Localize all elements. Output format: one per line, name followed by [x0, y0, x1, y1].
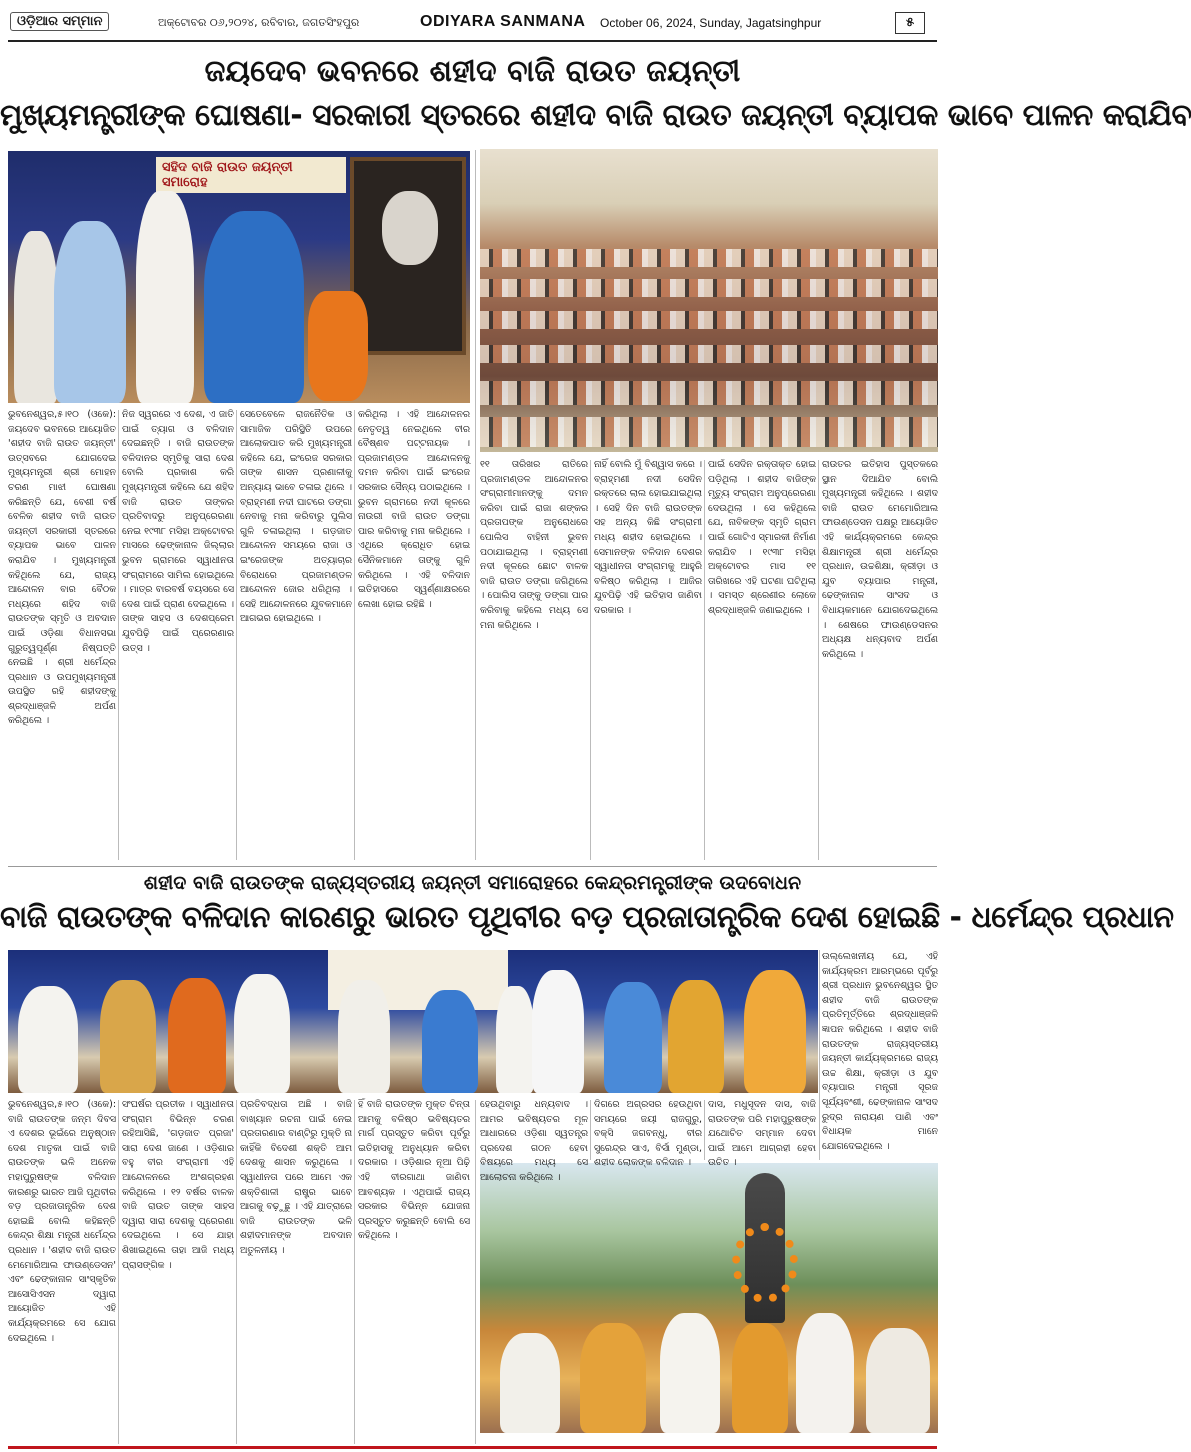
crowd-row [480, 311, 938, 329]
story2-column-3: ପ୍ରତିବଦ୍ଧତା ଅଛି । ବାଜି ବାଖ୍ୟାନ ରଚନା ପାଇଁ ନେଇ ପ୍ରତାରଣାର ବାଣ୍ଟିରୁ ମୁକ୍ତି ନା କାହିଁକି ବିଦେଶୀ ଶକ୍ତି ଆମ ଦେଶକୁ ଶାସନ କରୁଥିଲେ । ସ୍ୱାଧୀନତା ପରେ ଆମେ ଏକ ଶକ୍ତିଶାଳୀ ରାଷ୍ଟ୍ର ଭାବେ ଆଗକୁ ବଢ଼ୁଛୁ । ଏହି ଯାତ୍ରାରେ ବାଜି ରାଉତଙ୍କ ଭଳି ଶହୀଦମାନଙ୍କ ଅବଦାନ ଅତୁଳନୀୟ । [240, 1099, 352, 1256]
flower-garland [308, 291, 368, 401]
column-divider [475, 1100, 476, 1444]
person-figure [532, 970, 584, 1093]
person-figure [54, 221, 126, 403]
story1-kicker: ଜୟଦେବ ଭବନରେ ଶହୀଦ ବାଜି ରାଉତ ଜୟନ୍ତୀ [204, 54, 741, 89]
person-figure [732, 1323, 788, 1433]
story2-column-1: ଭୁବନେଶ୍ୱର,୫।୧୦ (ଓକେ): ବାଜି ରାଉତଙ୍କ ଜନ୍ମ ଦିବସ ଏ ଦେଶର ଭୂଇଁରେ ଅନୁଷ୍ଠାନ ଦେଶ ମାତୃକା ପାଇଁ ବାଜି ରାଉତଙ୍କ ଭଳି ଅନେକ ମହାପୁରୁଷଙ୍କ ବଳିଦାନ କାରଣରୁ ଭାରତ ଆଜି ପୃଥିବୀର ବଡ଼ ପ୍ରଜାତାନ୍ତ୍ରିକ ଦେଶ ହୋଇଛି ବୋଲି କହିଛନ୍ତି କେନ୍ଦ୍ର ଶିକ୍ଷା ମନ୍ତ୍ରୀ ଧର୍ମେନ୍ଦ୍ର ପ୍ରଧାନ । 'ଶହୀଦ ବାଜି ରାଉତ ମେମୋରିଆଲ ଫାଉଣ୍ଡେସନ' ଏବଂ ଢେଙ୍କାନାଳ ସାଂସ୍କୃତିକ ଆସୋସିଏସନ ଦ୍ୱାରା ଆୟୋଜିତ ଏହି କାର୍ଯ୍ୟକ୍ରମରେ ସେ ଯୋଗ ଦେଇଥିଲେ । [8, 1099, 116, 1344]
newspaper-name: ODIYARA SANMANA [420, 13, 586, 30]
portrait-face [382, 191, 438, 265]
person-figure [204, 211, 304, 403]
column-divider [354, 1100, 355, 1444]
crowd-row [480, 417, 938, 447]
column-divider [118, 1100, 119, 1444]
page-number: ୫ [895, 12, 925, 34]
story2-column-4: ହିଁ ବାଜି ରାଉତଙ୍କ ମୁକ୍ତ ଚିନ୍ତା ଆମକୁ ବଳିଷ୍ଠ ଭବିଷ୍ୟତର ମାର୍ଗ ପ୍ରସ୍ତୁତ କରିବା ପୂର୍ବରୁ ଇତିହାସକୁ ଅନୁଧ୍ୟାନ କରିବା ଦରକାର । ଓଡ଼ିଶାର ନୂଆ ପିଢ଼ି ଏହି ବୀରଗାଥା ଜାଣିବା ଆବଶ୍ୟକ । ଏଥିପାଇଁ ରାଜ୍ୟ ସରକାର ବିଭିନ୍ନ ଯୋଜନା ପ୍ରସ୍ତୁତ କରୁଛନ୍ତି ବୋଲି ସେ କହିଥିଲେ । [358, 1099, 470, 1242]
person-figure [422, 990, 478, 1093]
story2-headline: ବାଜି ରାଉତଙ୍କ ବଳିଦାନ କାରଣରୁ ଭାରତ ପୃଥିବୀର ବଡ଼ ପ୍ରଜାତାନ୍ତ୍ରିକ ଦେଶ ହୋଇଛି - ଧର୍ମେନ୍ଦ୍ର ପ୍ରଧାନ [0, 900, 1174, 935]
footer-rule [8, 1446, 937, 1449]
column-divider [118, 410, 119, 860]
photo-dignitaries-stage [8, 950, 818, 1093]
date-odia: ଅକ୍ଟୋବର ୦୬,୨୦୨୪, ରବିବାର, ଜଗତସିଂହପୁର [158, 16, 360, 29]
person-figure [338, 980, 390, 1093]
person-figure [796, 1313, 854, 1433]
crowd-row [480, 249, 938, 267]
person-figure [580, 1323, 646, 1433]
story2-column-8: ଉଲ୍ଲେଖନୀୟ ଯେ, ଏହି କାର୍ଯ୍ୟକ୍ରମ ଆରମ୍ଭରେ ପୂର୍ବରୁ ଶ୍ରୀ ପ୍ରଧାନ ଭୁବନେଶ୍ୱର ସ୍ଥିତ ଶହୀଦ ବାଜି ରାଉତଙ୍କ ପ୍ରତିମୂର୍ତ୍ତିରେ ଶ୍ରଦ୍ଧାଞ୍ଜଳି ଜ୍ଞାପନ କରିଥିଲେ । ଶହୀଦ ବାଜି ରାଉତଙ୍କ ରାଜ୍ୟସ୍ତରୀୟ ଜୟନ୍ତୀ କାର୍ଯ୍ୟକ୍ରମରେ ରାଜ୍ୟ ଉଚ୍ଚ ଶିକ୍ଷା, କ୍ରୀଡ଼ା ଓ ଯୁବ ବ୍ୟାପାର ମନ୍ତ୍ରୀ ସୂରଜ ସୂର୍ଯ୍ୟବଂଶୀ, ଢେଙ୍କାନାଳ ସାଂସଦ ରୁଦ୍ର ନାରାୟଣ ପାଣି ଏବଂ ବିଧାୟକ ମାନେ ଯୋଗଦେଇଥିଲେ । [822, 951, 938, 1152]
story2-column-6: ଦିଗରେ ଅଗ୍ରସର ହେଉଥିବା ସମୟରେ ଜୟୀ ରାଜଗୁରୁ, ବକ୍ସି ଜଗବନ୍ଧୁ, ବୀର ସୁରେନ୍ଦ୍ର ସାଏ, ବିର୍ସା ମୁଣ୍ଡା, ଶହୀଦ ଲୋକଙ୍କ ବଳିଦାନ । [594, 1099, 702, 1169]
story2-column-2: ସଂଘର୍ଷର ପ୍ରତୀକ । ସ୍ୱାଧୀନତା ସଂଗ୍ରାମ ବିଭିନ୍ନ ଚରଣ ରହିଆସିଛି, 'ଗଡ଼ଜାତ ପ୍ରଜା' ସାରା ଦେଶ ଜାଣେ । ଓଡ଼ିଶାର ବହୁ ବୀର ସଂଗ୍ରାମୀ ଏହି ଆନ୍ଦୋଳନରେ ଅଂଶଗ୍ରହଣ କରିଥିଲେ । ୧୨ ବର୍ଷର ବାଳକ ବାଜି ରାଉତ ତାଙ୍କ ସାହସ ଦ୍ୱାରା ସାରା ଦେଶକୁ ପ୍ରେରଣା ଦେଇଥିଲେ । ସେ ଯାହା ଶିଖାଇଥିଲେ ତାହା ଆଜି ମଧ୍ୟ ପ୍ରାସଙ୍ଗିକ । [122, 1099, 234, 1271]
column-divider [236, 410, 237, 860]
story1-column-8: ରାଉତର ଇତିହାସ ପୁସ୍ତକରେ ସ୍ଥାନ ଦିଆଯିବ ବୋଲି ମୁଖ୍ୟମନ୍ତ୍ରୀ କହିଥିଲେ । ଶହୀଦ ବାଜି ରାଉତ ମେମୋରିଆଲ ଫାଉଣ୍ଡେସନ ପକ୍ଷରୁ ଆୟୋଜିତ ଏହି କାର୍ଯ୍ୟକ୍ରମରେ କେନ୍ଦ୍ର ଶିକ୍ଷାମନ୍ତ୍ରୀ ଶ୍ରୀ ଧର୍ମେନ୍ଦ୍ର ପ୍ରଧାନ, ଉଚ୍ଚଶିକ୍ଷା, କ୍ରୀଡ଼ା ଓ ଯୁବ ବ୍ୟାପାର ମନ୍ତ୍ରୀ, ଢେଙ୍କାନାଳ ସାଂସଦ ଓ ବିଧାୟକମାନେ ଯୋଗଦେଇଥିଲେ । ଶେଷରେ ଫାଉଣ୍ଡେସନର ଅଧ୍ୟକ୍ଷ ଧନ୍ୟବାଦ ଅର୍ପଣ କରିଥିଲେ । [822, 459, 938, 660]
photo-garlanding-portrait [8, 151, 470, 403]
column-divider [590, 1100, 591, 1160]
person-figure [234, 974, 290, 1093]
masthead [0, 0, 945, 48]
column-divider [590, 460, 591, 860]
column-divider [475, 150, 476, 860]
story1-column-3: ସେତେବେଳେ ରାଜନୈତିକ ଓ ସାମାଜିକ ପରିସ୍ଥିତି ଉପରେ ଆଲୋକପାତ କରି ମୁଖ୍ୟମନ୍ତ୍ରୀ କହିଲେ ଯେ, ଇଂରେଜ ସରକାର ତାଙ୍କ ଶାସନ ପ୍ରଣାଳୀକୁ ଅନ୍ୟାୟ ଭାବେ ଚଳାଇ ଥିଲେ । ବ୍ରାହ୍ମଣୀ ନଦୀ ଘାଟରେ ଡଙ୍ଗା ନେବାକୁ ମନା କରିବାରୁ ପୁଲିସ ଗୁଳି ଚଳାଇଥିଲା । ଗଡ଼ଜାତ ଆନ୍ଦୋଳନ ସମୟରେ ରାଜା ଓ ଇଂରେଜଙ୍କ ଅତ୍ୟାଚାର ବିରୋଧରେ ପ୍ରଜାମଣ୍ଡଳ ଆନ୍ଦୋଳନ ଜୋର ଧରିଥିଲା । ସେହି ଆନ୍ଦୋଳନରେ ଯୁବକମାନେ ଆଗଭର ହୋଇଥିଲେ । [240, 409, 352, 625]
masthead-divider [8, 40, 937, 42]
newspaper-logo: ଓଡ଼ିଆର ସମ୍ମାନ [10, 12, 109, 31]
person-figure [866, 1328, 930, 1433]
column-divider [236, 1100, 237, 1444]
crowd-row [480, 345, 938, 363]
story2-kicker: ଶହୀଦ ବାଜି ରାଉତଙ୍କ ରାଜ୍ୟସ୍ତରୀୟ ଜୟନ୍ତୀ ସମାରୋହରେ କେନ୍ଦ୍ରମନ୍ତ୍ରୀଙ୍କ ଉଦବୋଧନ [143, 872, 802, 894]
story1-column-7: ପାଇଁ ସେଦିନ ରକ୍ତାକ୍ତ ହୋଇ ପଡ଼ିଥିଲା । ଶହୀଦ ବାଜିଙ୍କ ମୃତ୍ୟୁ ସଂଗ୍ରାମ ଅନୁପ୍ରେରଣା ଦେଉଥିଲା । ସେ କହିଥିଲେ ଯେ, ନାବିକଙ୍କ ସ୍ମୃତି ଗ୍ରାମ ପାଇଁ ଗୋଟିଏ ସ୍ମାରକୀ ନିର୍ମାଣ କରାଯିବ । ୧୯୩୮ ମସିହା ଅକ୍ଟୋବର ମାସ ୧୧ ତାରିଖରେ ଏହି ଘଟଣା ଘଟିଥିଲା । ସମସ୍ତ ଶ୍ରେଣୀର ଲୋକେ ଶ୍ରଦ୍ଧାଞ୍ଜଳି ଜଣାଇଥିଲେ । [708, 459, 816, 616]
story2-column-7: ଦାସ, ମଧୁସୂଦନ ଦାସ, ବାଜି ରାଉତଙ୍କ ପରି ମହାପୁରୁଷଙ୍କ ଯଥୋଚିତ ସମ୍ମାନ ଦେବା ପାଇଁ ଆମେ ଆଗ୍ରହୀ ହେବା ଉଚିତ । [708, 1099, 816, 1169]
story1-column-4: କରିଥିଲା । ଏହି ଆନ୍ଦୋଳନର ନେତୃତ୍ୱ ନେଇଥିଲେ ବୀର ବୈଷ୍ଣବ ପଟ୍ଟନାୟକ । ପ୍ରଜାମଣ୍ଡଳ ଆନ୍ଦୋଳନକୁ ଦମନ କରିବା ପାଇଁ ଇଂରେଜ ସରକାର ସୈନ୍ୟ ପଠାଇଥିଲେ । ଭୁବନ ଗ୍ରାମରେ ନଦୀ କୂଳରେ ନାଉରୀ ବାଜି ରାଉତ ଡଙ୍ଗା ପାର କରିବାକୁ ମନା କରିଥିଲେ । ଏଥିରେ କ୍ରୋଧିତ ହୋଇ ସୈନିକମାନେ ତାଙ୍କୁ ଗୁଳି କରିଥିଲେ । ଏହି ବଳିଦାନ ଇତିହାସରେ ସ୍ୱର୍ଣ୍ଣାକ୍ଷରରେ ଲେଖା ହୋଇ ରହିଛି । [358, 409, 470, 610]
person-figure [168, 978, 226, 1093]
person-figure [500, 1333, 560, 1433]
person-figure [744, 970, 806, 1093]
person-figure [100, 980, 156, 1093]
photo-banner-text: ସହିଦ ବାଜି ରାଉତ ଜୟନ୍ତୀ ସମାରୋହ [156, 157, 346, 193]
person-figure [496, 986, 534, 1093]
person-figure [18, 986, 78, 1093]
story1-column-1: ଭୁବନେଶ୍ୱର,୫।୧୦ (ଓକେ): ଜୟଦେବ ଭବନରେ ଆୟୋଜିତ 'ଶହୀଦ ବାଜି ରାଉତ ଜୟନ୍ତୀ' ଉତ୍ସବରେ ଯୋଗଦେଇ ମୁଖ୍ୟମନ୍ତ୍ରୀ ଶ୍ରୀ ମୋହନ ଚରଣ ମାଝୀ ଘୋଷଣା କରିଛନ୍ତି ଯେ, ବେଶୀ ବର୍ଷ ବେଳିକ ଶହୀଦ ବାଜି ରାଉତ ଜୟନ୍ତୀ ସରକାରୀ ସ୍ତରରେ ବ୍ୟାପକ ଭାବେ ପାଳନ କରାଯିବ । ମୁଖ୍ୟମନ୍ତ୍ରୀ କହିଥିଲେ ଯେ, ରାଜ୍ୟ ଆନ୍ଦୋଳନ ବାର ବୈଠକ ମଧ୍ୟରେ ଶହିଦ ବାଜି ରାଉତଙ୍କ ସ୍ମୃତି ଓ ଅବଦାନ ପାଇଁ ଓଡ଼ିଶା ବିଧାନସଭା ଗୁରୁତ୍ୱପୂର୍ଣ୍ଣ ନିଷ୍ପତ୍ତି ନେଇଛି । ଶ୍ରୀ ଧର୍ମେନ୍ଦ୍ର ପ୍ରଧାନ ଓ ଉପମୁଖ୍ୟମନ୍ତ୍ରୀ ଉପସ୍ଥିତ ରହି ଶହୀଦଙ୍କୁ ଶ୍ରଦ୍ଧାଞ୍ଜଳି ଅର୍ପଣ କରିଥିଲେ । [8, 409, 116, 727]
person-figure [14, 231, 58, 403]
person-figure [136, 191, 194, 403]
person-figure [660, 1313, 720, 1433]
column-divider [704, 460, 705, 860]
column-divider [704, 1100, 705, 1160]
column-divider [819, 950, 820, 1160]
column-divider [818, 460, 819, 860]
photo-audience [480, 149, 938, 452]
section-divider [8, 866, 937, 867]
column-divider [354, 410, 355, 860]
person-figure [604, 982, 662, 1093]
story2-column-5: ହେଉଥିବାରୁ ଧନ୍ୟବାଦ । ଆମର ଭବିଷ୍ୟତର ମୂଳ ଆଧାରରେ ଓଡ଼ିଶା ସ୍ୱତନ୍ତ୍ର ପ୍ରଦେଶ ଗଠନ ହେବା ବିଷୟରେ ମଧ୍ୟ ସେ ଆଲୋଚନା କରିଥିଲେ । [480, 1099, 588, 1183]
story1-column-5: ୧୧ ତାରିଖର ରାତିରେ ପ୍ରଜାମଣ୍ଡଳ ଆନ୍ଦୋଳନର ସଂଗ୍ରାମୀମାନଙ୍କୁ ଦମନ କରିବା ପାଇଁ ରାଜା ଶଙ୍କର ପ୍ରତାପଙ୍କ ଅନୁରୋଧରେ ପୋଲିସ ବାହିନୀ ଭୁବନ ପଠାଯାଇଥିଲା । ବ୍ରାହ୍ମଣୀ ନଦୀ କୂଳରେ ଛୋଟ ବାଳକ ବାଜି ରାଉତ ଡଙ୍ଗା ଜଗିଥିଲେ । ପୋଲିସ ତାଙ୍କୁ ଡଙ୍ଗା ପାର କରିବାକୁ କହିଲେ ମଧ୍ୟ ସେ ମନା କରିଥିଲେ । [480, 459, 588, 631]
date-english: October 06, 2024, Sunday, Jagatsinghpur [600, 16, 822, 30]
crowd-row [480, 279, 938, 297]
story1-headline: ମୁଖ୍ୟମନ୍ତ୍ରୀଙ୍କ ଘୋଷଣା- ସରକାରୀ ସ୍ତରରେ ଶହୀଦ ବାଜି ରାଉତ ଜୟନ୍ତୀ ବ୍ୟାପକ ଭାବେ ପାଳନ କରାଯିବ [0, 98, 1191, 133]
photo-statue-tribute [480, 1163, 938, 1433]
story1-column-2: ନିଜ ସ୍ୱରରେ ଏ ଦେଶ, ଏ ଜାତି ପାଇଁ ତ୍ୟାଗ ଓ ବଳିଦାନ ଦେଇଛନ୍ତି । ବାଜି ରାଉତଙ୍କ ବଳିଦାନର ସ୍ମୃତିକୁ ସାରା ଦେଶ ବୋଲି ପ୍ରକାଶ କରି ମୁଖ୍ୟମନ୍ତ୍ରୀ କହିଲେ ଯେ ଶହିଦ ବାଜି ରାଉତ ତାଙ୍କର ପ୍ରତିବାଦରୁ ଅନୁପ୍ରେରଣା ନେଇ ୧୯୩୮ ମସିହା ଅକ୍ଟୋବର ମାସରେ ଢେଙ୍କାନାଳ ଜିଲ୍ଲାର ଭୁବନ ଗ୍ରାମରେ ସ୍ୱାଧୀନତା ସଂଗ୍ରାମରେ ସାମିଲ ହୋଇଥିଲେ । ମାତ୍ର ବାରବର୍ଷ ବୟସରେ ସେ ଦେଶ ପାଇଁ ପ୍ରାଣ ଦେଇଥିଲେ । ତାଙ୍କ ସାହସ ଓ ଦେଶପ୍ରେମ ଯୁବପିଢ଼ି ପାଇଁ ପ୍ରେରଣାର ଉତ୍ସ । [122, 409, 234, 654]
person-figure [668, 980, 724, 1093]
flower-garland [732, 1223, 798, 1303]
crowd-row [480, 381, 938, 405]
story1-column-6: ନାହିଁ ବୋଲି ମୁଁ ବିଶ୍ୱାସ କରେ । ବ୍ରାହ୍ମଣୀ ନଦୀ ସେଦିନ ରକ୍ତରେ ଲାଲ ହୋଇଯାଇଥିଲା । ସେହି ଦିନ ବାଜି ରାଉତଙ୍କ ସହ ଅନ୍ୟ କିଛି ସଂଗ୍ରାମୀ ମଧ୍ୟ ଶହୀଦ ହୋଇଥିଲେ । ସେମାନଙ୍କ ବଳିଦାନ ଦେଶର ସ୍ୱାଧୀନତା ସଂଗ୍ରାମକୁ ଆହୁରି ବଳିଷ୍ଠ କରିଥିଲା । ଆଜିର ଯୁବପିଢ଼ି ଏହି ଇତିହାସ ଜାଣିବା ଦରକାର । [594, 459, 702, 616]
